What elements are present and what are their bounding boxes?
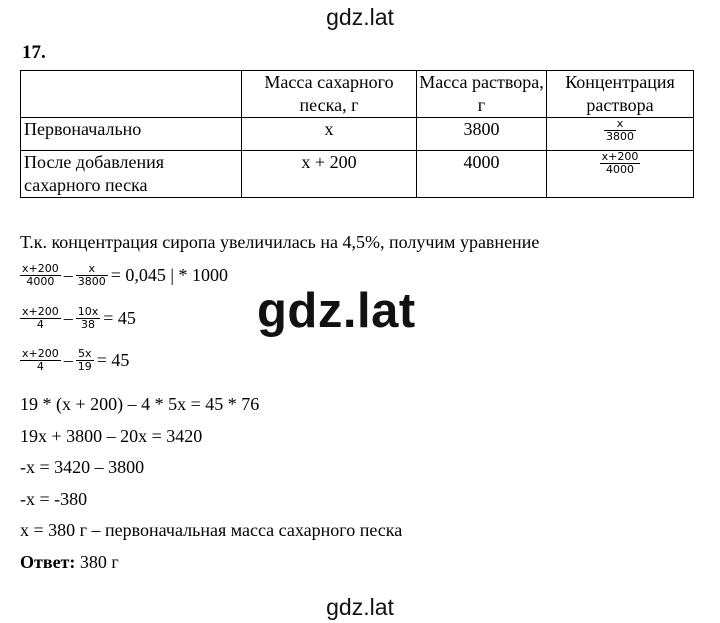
data-table bbox=[20, 70, 694, 198]
table-header-row bbox=[21, 71, 694, 118]
fraction bbox=[20, 263, 61, 288]
minus-sign: – bbox=[63, 265, 73, 285]
answer-label: Ответ: bbox=[20, 552, 76, 572]
solution-step: 19x + 3800 – 20x = 3420 bbox=[20, 426, 203, 446]
intro-text: Т.к. концентрация сиропа увеличилась на 4,5%, получим уравнение bbox=[20, 232, 540, 252]
fraction bbox=[76, 348, 94, 373]
table-row bbox=[21, 118, 694, 151]
solution-step: x = 380 г – первоначальная масса сахарного песка bbox=[20, 520, 403, 540]
fraction-numerator: 5x bbox=[77, 347, 92, 360]
equation-rhs: = 45 bbox=[103, 308, 136, 328]
fraction-numerator: x bbox=[616, 117, 624, 131]
row-concentration bbox=[547, 118, 694, 151]
concentration-fraction bbox=[600, 151, 641, 176]
solution-step: -x = 3420 – 3800 bbox=[20, 457, 145, 477]
equation-2 bbox=[20, 306, 136, 331]
fraction bbox=[20, 306, 61, 331]
watermark-center: gdz.lat bbox=[257, 284, 416, 338]
fraction-denominator: 4000 bbox=[26, 275, 55, 288]
row-label: Первоначально bbox=[21, 118, 242, 151]
fraction-denominator: 3800 bbox=[77, 275, 106, 288]
equation-rhs: = 0,045 | * 1000 bbox=[110, 265, 228, 285]
fraction-numerator: x bbox=[88, 262, 95, 275]
answer-value: 380 г bbox=[75, 552, 119, 572]
fraction-denominator: 3800 bbox=[606, 130, 634, 144]
row-solution: 3800 bbox=[417, 118, 547, 151]
header-cell-sugar: Масса сахарного песка, г bbox=[242, 71, 417, 118]
row-sugar: x bbox=[242, 118, 417, 151]
equation-rhs: = 45 bbox=[96, 350, 130, 370]
solution-step: -x = -380 bbox=[20, 489, 88, 509]
problem-number: 17. bbox=[22, 42, 46, 63]
watermark-top: gdz.lat bbox=[326, 4, 394, 30]
row-sugar: x + 200 bbox=[242, 151, 417, 198]
equation-1 bbox=[20, 263, 228, 288]
minus-sign: – bbox=[63, 308, 73, 328]
answer-line bbox=[20, 550, 119, 574]
concentration-fraction bbox=[604, 118, 636, 143]
fraction-numerator: x+200 bbox=[22, 305, 59, 318]
fraction-numerator: 10x bbox=[77, 305, 99, 318]
row-solution: 4000 bbox=[417, 151, 547, 198]
header-cell-solution: Масса раствора, г bbox=[417, 71, 547, 118]
minus-sign: – bbox=[63, 350, 73, 370]
fraction bbox=[20, 348, 61, 373]
row-label: После добавления сахарного песка bbox=[21, 151, 242, 198]
fraction bbox=[76, 306, 101, 331]
fraction-numerator: x+200 bbox=[22, 262, 59, 275]
fraction-numerator: x+200 bbox=[22, 347, 59, 360]
fraction-denominator: 4000 bbox=[605, 163, 634, 177]
header-cell-concentration: Концентрация раствора bbox=[547, 71, 694, 118]
row-concentration bbox=[547, 151, 694, 198]
fraction-numerator: x+200 bbox=[601, 150, 639, 164]
header-cell-empty bbox=[21, 71, 242, 118]
solution-step: 19 * (x + 200) – 4 * 5x = 45 * 76 bbox=[20, 394, 260, 414]
fraction bbox=[76, 263, 108, 288]
fraction-denominator: 19 bbox=[77, 360, 92, 373]
table-row bbox=[21, 151, 694, 198]
fraction-denominator: 4 bbox=[36, 318, 44, 331]
fraction-denominator: 38 bbox=[80, 318, 95, 331]
equation-3 bbox=[20, 348, 129, 373]
fraction-denominator: 4 bbox=[36, 360, 44, 373]
watermark-bottom: gdz.lat bbox=[326, 594, 394, 620]
